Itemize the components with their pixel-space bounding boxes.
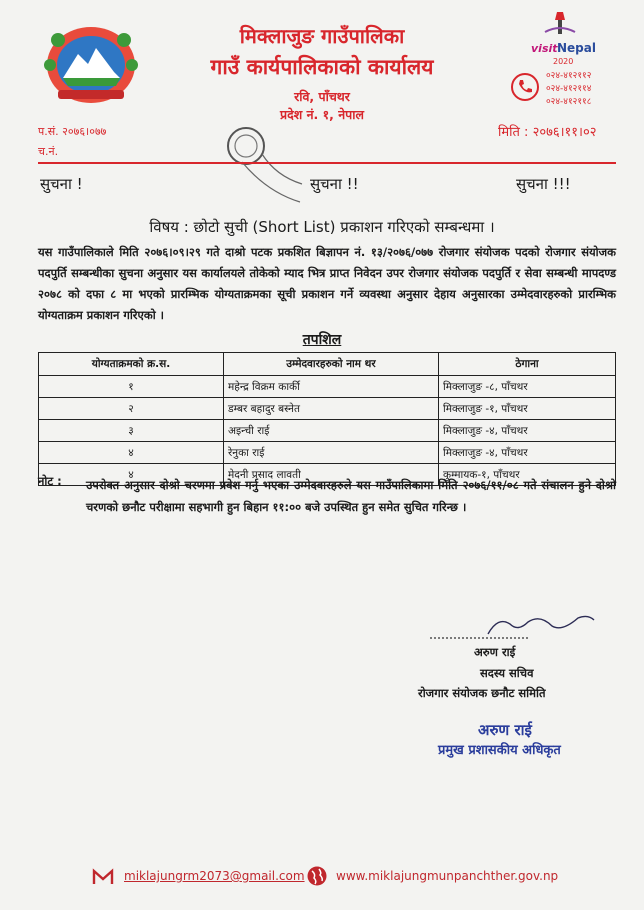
table-row	[39, 442, 616, 464]
notice-label-3: सुचना !!!	[516, 175, 571, 193]
table-header-row	[39, 353, 616, 376]
phone-numbers	[546, 70, 591, 109]
cell-name: महेन्द्र विक्रम कार्की	[224, 376, 439, 398]
notice-label-2: सुचना !!	[310, 175, 359, 193]
shortlist-table	[38, 352, 616, 486]
cell-name: रेनुका राई	[224, 442, 439, 464]
svg-text:visit: visit	[531, 42, 558, 55]
body-paragraph: यस गाउँपालिकाले मिति २०७६।०९।२९ गते दाश्रो पटक प्रकशित बिज्ञापन नं. १३/२०७६/०७७ रोजगार संयोजक पदको रोजगार संयोजक पदपुर्ति सम्बन्धीका सुचना अनुसार यस कार्यालयले तोकेको म्याद भित्र प्राप्त निवेदन उपर रोजगार संयोजक पदपुर्ति र सेवा सम्बन्धी मापदण्ड २०७८ को दफा ८ मा भएको प्रारम्भिक योग्यताक्रमका सूची प्रकाशन गर्ने व्यवस्था अनुसार देहाय अनुसारका उम्मेदवारहरुको प्रारम्भिक योग्यताक्रम प्रकाशन गरिएको ।	[38, 245, 616, 322]
table-row	[39, 398, 616, 420]
cell-name: मेदनी प्रसाद लावती	[224, 464, 439, 486]
reference-number: प.सं. २०७६।०७७	[38, 125, 107, 138]
dispatch-number: च.नं.	[38, 145, 59, 158]
note-text: उपरोक्त अनुसार दोश्रो चरणमा प्रवेश गर्नु भएका उम्मेदवारहरुले यस गाउँपालिकामा मिति २०७६/११/०८ गते संचालन हुने दोश्रो चरणको छनौट परीक्षामा सहभागी हुन बिहान ११:०० बजे उपस्थित हुन समेत सुचित गरिन्छ ।	[86, 478, 616, 514]
phone-number-2: ०२४-४१२११४	[546, 84, 592, 94]
cell-address: मिक्लाजुङ -४, पाँचथर	[439, 442, 616, 464]
stamp-name: अरुण राई	[478, 721, 532, 739]
address-line1: रवि, पाँचथर	[294, 89, 350, 104]
header-address: ठेगाना	[439, 353, 616, 376]
header-date: मिति : २०७६।११।०२	[498, 125, 597, 140]
table-row	[39, 420, 616, 442]
header-divider	[38, 162, 616, 164]
cell-serial: ४	[39, 464, 224, 486]
stamp-role: प्रमुख प्रशासकीय अधिकृत	[438, 743, 561, 758]
phone-number-1: ०२४-४१२११२	[546, 71, 592, 81]
cell-serial: २	[39, 398, 224, 420]
header-name: उम्मेदवारहरुको नाम थर	[224, 353, 439, 376]
cell-name: अइन्ची राई	[224, 420, 439, 442]
phone-icon	[510, 72, 540, 102]
footer-website-link[interactable]: www.miklajungmunpanchther.gov.np	[336, 869, 559, 883]
cell-serial: ४	[39, 442, 224, 464]
phone-number-3: ०२४-४१२११८	[546, 97, 592, 107]
office-round-stamp	[212, 122, 308, 212]
notice-label-1: सुचना !	[40, 175, 83, 193]
footer-email-link[interactable]: miklajungrm2073@gmail.com	[124, 869, 305, 883]
signatory-role: सदस्य सचिव	[480, 666, 534, 680]
svg-text:2020: 2020	[553, 57, 574, 66]
subject-line: विषय : छोटो सुची (Short List) प्रकाशन गरिएको सम्बन्धमा ।	[149, 218, 495, 236]
header-serial: योग्यताक्रमको क्र.स.	[39, 353, 224, 376]
handwritten-signature	[428, 610, 598, 646]
note-label: नोट :	[38, 474, 62, 488]
cell-address: मिक्लाजुङ -८, पाँचथर	[439, 376, 616, 398]
cell-serial: ३	[39, 420, 224, 442]
signatory-committee: रोजगार संयोजक छनौट समिति	[418, 686, 546, 700]
cell-address: मिक्लाजुङ -४, पाँचथर	[439, 420, 616, 442]
mail-icon	[92, 868, 114, 886]
globe-icon	[306, 865, 328, 887]
table-row	[39, 376, 616, 398]
cell-name: डम्बर बहादुर बस्नेत	[224, 398, 439, 420]
office-title-line1: मिक्लाजुङ गाउँपालिका	[239, 24, 405, 48]
address-line2: प्रदेश नं. १, नेपाल	[280, 107, 364, 122]
cell-address: कुम्मायक-१, पाँचथर	[439, 464, 616, 486]
cell-serial: १	[39, 376, 224, 398]
signatory-name: अरुण राई	[474, 645, 516, 659]
cell-address: मिक्लाजुङ -१, पाँचथर	[439, 398, 616, 420]
svg-text:Nepal: Nepal	[557, 41, 596, 55]
table-title: तपशिल	[302, 332, 342, 348]
office-title-line2: गाउँ कार्यपालिकाको कार्यालय	[210, 55, 434, 79]
